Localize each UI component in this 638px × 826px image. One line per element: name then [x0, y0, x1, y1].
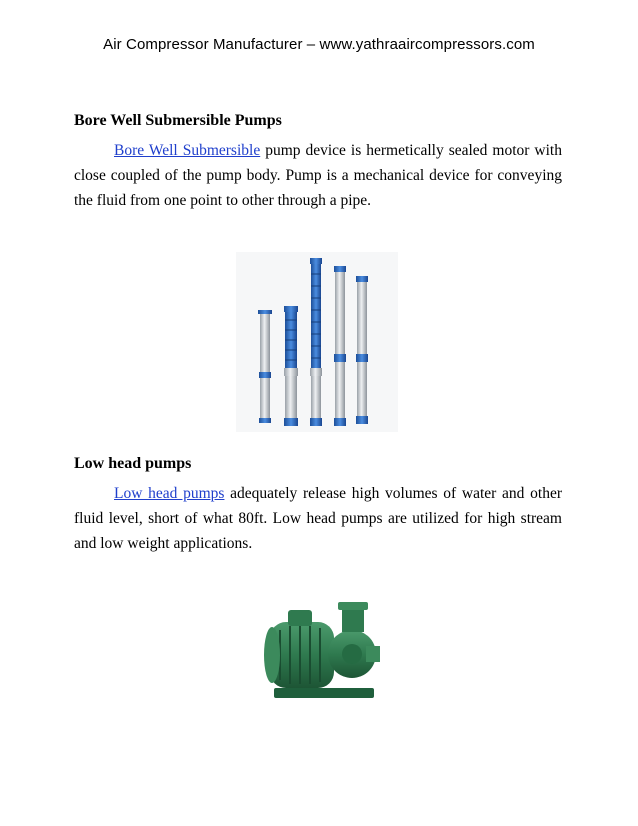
low-head-pumps-link[interactable]: Low head pumps: [114, 485, 225, 502]
submersible-pumps-image: [236, 252, 398, 432]
section-bore-well: [74, 112, 562, 213]
low-head-pump-image: [260, 592, 382, 712]
section-paragraph: [74, 138, 562, 213]
page-header: Air Compressor Manufacturer – www.yathraaircompressors.com: [103, 36, 535, 53]
paragraph-text: pump device is hermetically sealed motor with close coupled of the pump body. Pump is a mechanical device for conveying the fluid from one point to other through a pipe.: [74, 142, 562, 209]
section-heading: Low head pumps: [74, 455, 192, 472]
section-low-head: [74, 455, 562, 556]
bore-well-submersible-link[interactable]: Bore Well Submersible: [114, 142, 261, 159]
section-heading: Bore Well Submersible Pumps: [74, 112, 282, 129]
section-paragraph: [74, 481, 562, 556]
paragraph-text: adequately release high volumes of water and other fluid level, short of what 80ft. Low head pumps are utilized for high stream and low weight applications.: [74, 485, 562, 552]
